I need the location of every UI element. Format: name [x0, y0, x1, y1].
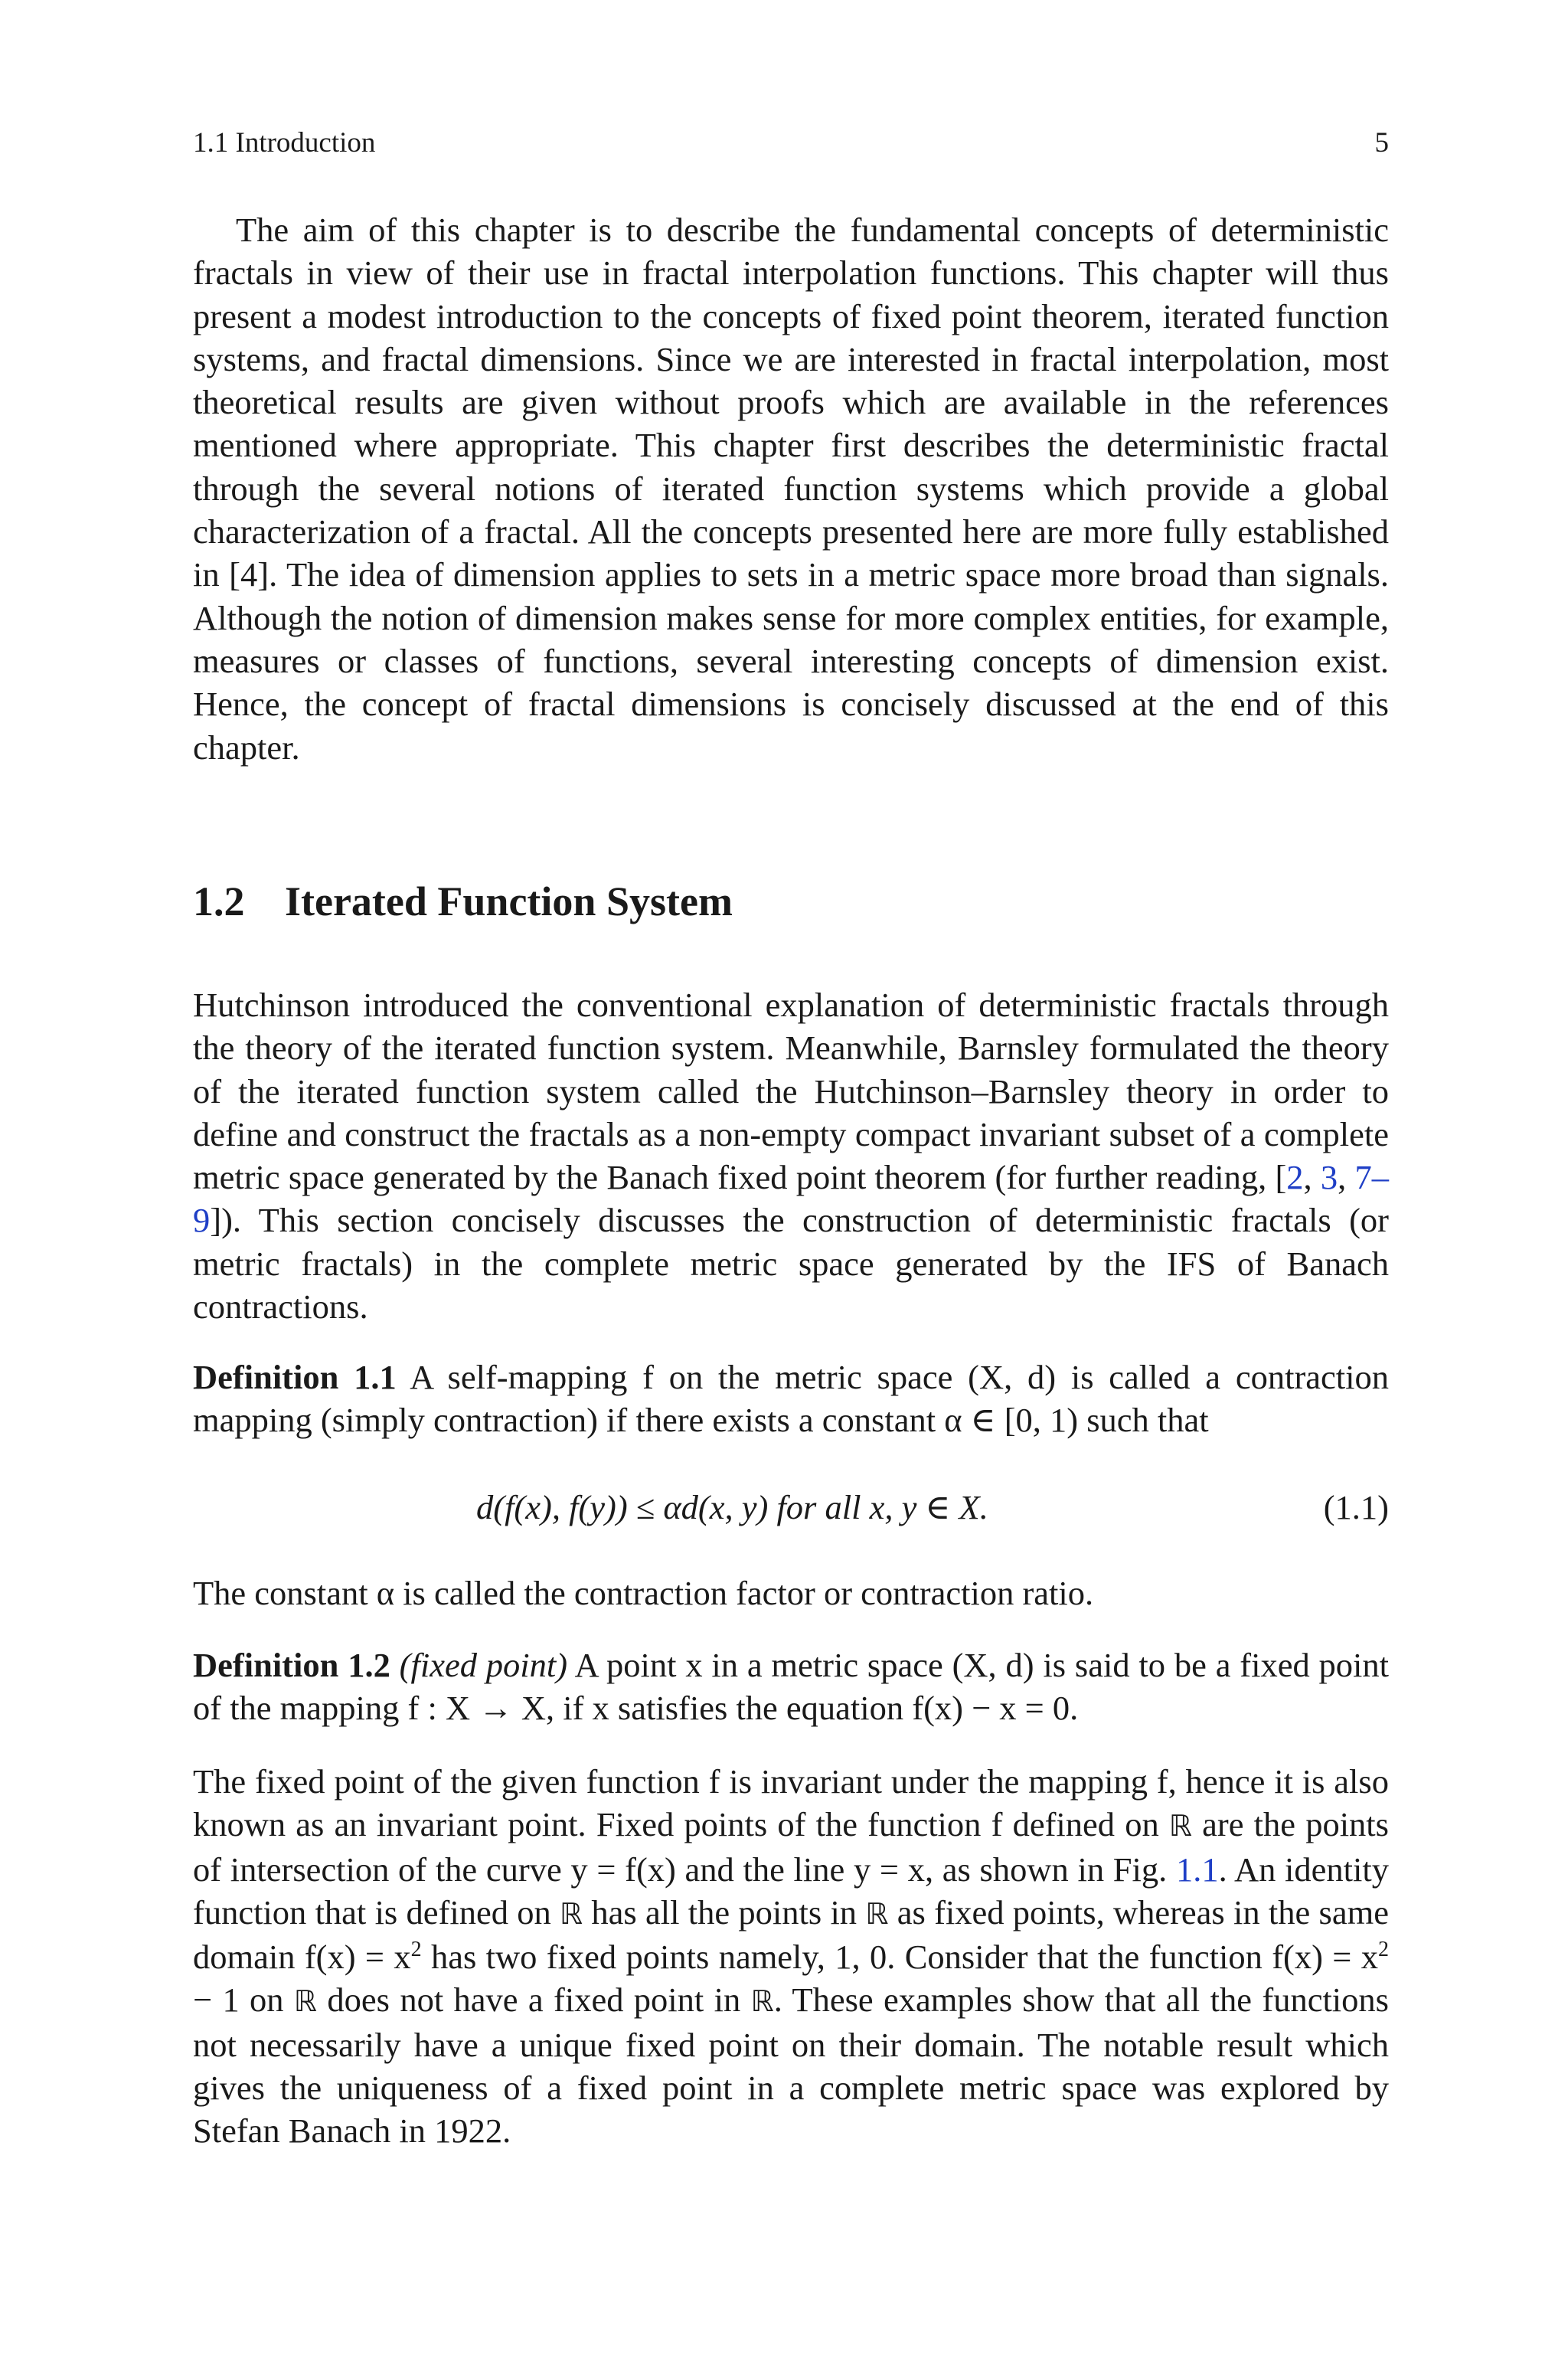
equation-body: d(f(x), f(y)) ≤ αd(x, y) for all x, y ∈ X.	[476, 1488, 988, 1526]
fixed-point-text: does not have a fixed point in	[317, 1981, 751, 2020]
fixed-point-text: − 1 on	[193, 1981, 294, 2020]
contraction-constant-text: The constant α is called the contraction factor or contraction ratio.	[193, 1574, 1094, 1612]
definition-1-2-paragraph	[193, 1644, 1389, 1730]
fixed-point-text: as fixed points, whereas in the same domain f(x) = x	[193, 1892, 1389, 1977]
definition-label: Definition 1.1	[193, 1358, 397, 1396]
page-number: 5	[1374, 127, 1389, 159]
reals-symbol: ℝ	[865, 1896, 889, 1931]
definition-text: A self-mapping f on the metric space (X, d) is called a contraction mapping (simply contraction) if there exists a constant α ∈ [0, 1) such that	[193, 1358, 1389, 1440]
reals-symbol: ℝ	[293, 1984, 318, 2019]
exponent: 2	[1378, 1938, 1390, 1962]
citation-link[interactable]: 3	[1320, 1158, 1338, 1197]
fixed-point-text: . An identity function that is defined on	[193, 1850, 1389, 1932]
intro-paragraph-block	[193, 208, 1389, 769]
fixed-point-text: The fixed point of the given function f is invariant under the mapping f, hence it is also known as an invariant point. Fixed points of the function f defined on	[193, 1762, 1389, 1844]
hutchinson-paragraph-block	[193, 983, 1389, 1328]
definition-label: Definition 1.2	[193, 1646, 390, 1684]
citation-link[interactable]: 7–9	[193, 1158, 1390, 1240]
fixed-point-text: has all the points in	[583, 1892, 866, 1932]
section-title: Iterated Function System	[285, 878, 733, 924]
fixed-point-text: are the points of intersection of the curve y = f(x) and the line y = x, as shown in Fig.	[193, 1805, 1389, 1889]
definition-1-1-paragraph	[193, 1356, 1389, 1442]
definition-1-2	[193, 1644, 1389, 1730]
fixed-point-text: . These examples show that all the functions not necessarily have a unique fixed point on their domain. The notable result which gives the uniqueness of a fixed point in a complete metric space was explored by Stefan Banach in 1922.	[193, 1981, 1389, 2151]
definition-qualifier: (fixed point)	[399, 1646, 568, 1684]
citation-separator: ,	[1303, 1158, 1321, 1197]
citation-link[interactable]: 2	[1286, 1158, 1304, 1197]
definition-1-1	[193, 1356, 1389, 1442]
section-number: 1.2	[193, 878, 245, 924]
fixed-point-text: has two fixed points namely, 1, 0. Consider that the function f(x) = x	[421, 1938, 1379, 1977]
running-head-section: 1.1 Introduction	[193, 127, 376, 159]
hutchinson-text-a: Hutchinson introduced the conventional explanation of deterministic fractals through the theory of the iterated function system. Meanwhile, Barnsley formulated the theory of the iterated function system called the Hutchinson–Barnsley theory in order to define and construct the fractals as a non-empty compact invariant subset of a complete metric space generated by the Banach fixed point theorem (for further reading, [	[193, 986, 1389, 1197]
running-head	[193, 124, 1389, 162]
figure-link[interactable]: 1.1	[1175, 1850, 1219, 1889]
equation-number: (1.1)	[1323, 1488, 1389, 1526]
section-heading	[193, 875, 733, 928]
reals-symbol: ℝ	[560, 1896, 583, 1931]
hutchinson-paragraph	[193, 983, 1389, 1328]
hutchinson-text-b: ]). This section concisely discusses the construction of deterministic fractals (or metric fractals) in the complete metric space generated by the IFS of Banach contractions.	[193, 1201, 1389, 1326]
intro-paragraph: The aim of this chapter is to describe the fundamental concepts of deterministic fractals in view of their use in fractal interpolation functions. This chapter will thus present a modest introduction to the concepts of fixed point theorem, iterated function systems, and fractal dimensions. Since we are interested in fractal interpolation, most theoretical results are given without proofs which are available in the references mentioned where appropriate. This chapter first describes the deterministic fractal through the several notions of iterated function systems which provide a global characterization of a fractal. All the concepts presented here are more fully established in [4]. The idea of dimension applies to sets in a metric space more broad than signals. Although the notion of dimension makes sense for more complex entities, for example, measures or classes of functions, several interesting concepts of dimension exist. Hence, the concept of fractal dimensions is concisely discussed at the end of this chapter.	[193, 211, 1389, 767]
definition-text: A point x in a metric space (X, d) is said to be a fixed point of the mapping f : X → X, if x satisfies the equation f(x) − x = 0.	[193, 1646, 1390, 1728]
citation-separator: ,	[1338, 1158, 1355, 1197]
exponent: 2	[410, 1938, 422, 1962]
reals-symbol: ℝ	[1168, 1809, 1192, 1843]
reals-symbol: ℝ	[750, 1984, 774, 2019]
fixed-point-paragraph-block	[193, 1760, 1389, 2153]
equation-1-1	[193, 1484, 1389, 1530]
fixed-point-paragraph	[193, 1760, 1389, 2153]
contraction-constant-block	[193, 1572, 1389, 1614]
